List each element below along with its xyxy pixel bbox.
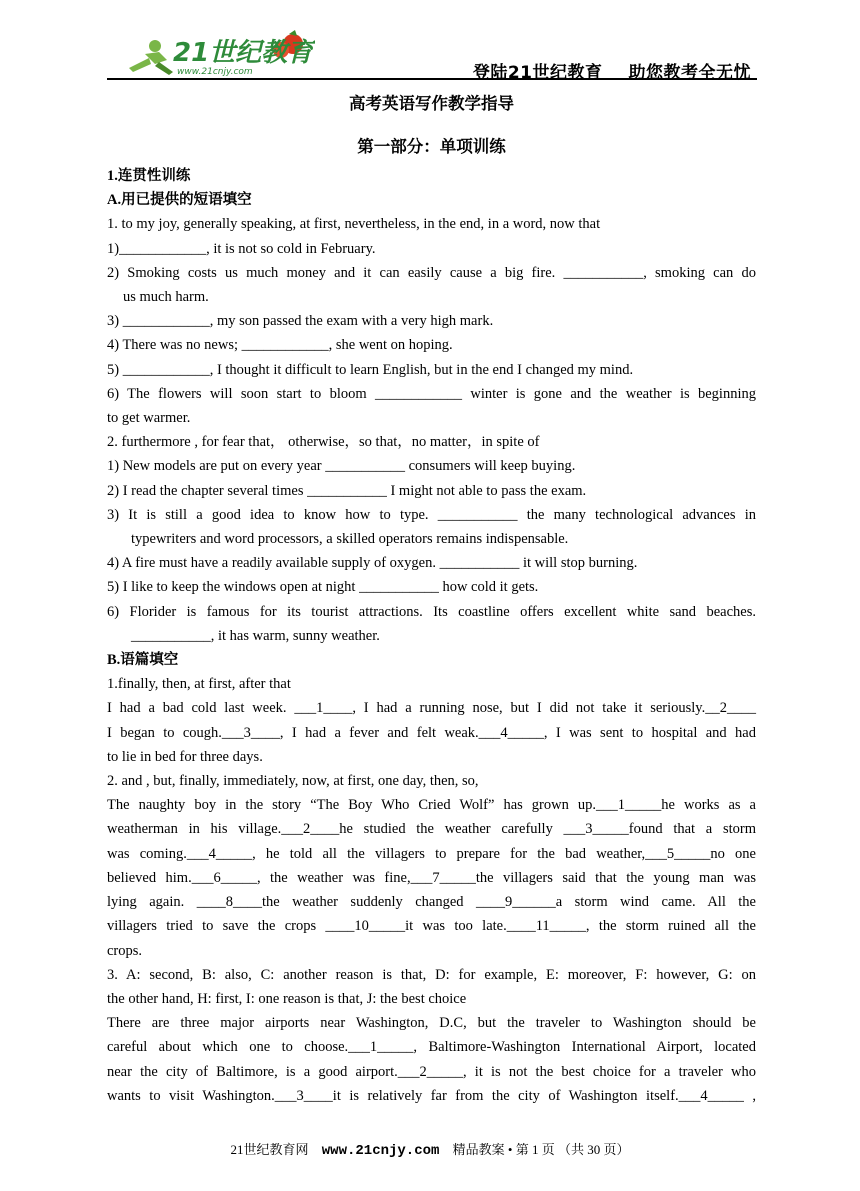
exercise-line: 3) ____________, my son passed the exam with a very high mark. — [107, 313, 494, 330]
document-body — [107, 92, 756, 1108]
passage-line: was coming.___4_____, he told all the villagers to prepare for the bad weather,___5_____no one — [107, 845, 756, 862]
document-title: 高考英语写作教学指导 — [349, 94, 514, 113]
passage-line: to lie in bed for three days. — [107, 748, 263, 765]
word-bank: 2. furthermore , for fear that， otherwise，so that，no matter，in spite of — [107, 434, 540, 451]
slogan-help: 助您教考全无忧 — [628, 63, 751, 83]
exercise-line: ___________, it has warm, sunny weather. — [131, 627, 380, 644]
passage-line: crops. — [107, 942, 143, 959]
logo-url: www.21cnjy.com — [177, 67, 253, 77]
exercise-line: 2) Smoking costs us much money and it can easily cause a big fire. ___________, smoking can do — [107, 264, 756, 281]
section-title: 第一部分：单项训练 — [357, 137, 506, 156]
exercise-line: 1) New models are put on every year ___________ consumers will keep buying. — [107, 458, 576, 475]
exercise-line: 1)____________, it is not so cold in February. — [107, 240, 376, 257]
section-heading: 1.连贯性训练 — [107, 168, 191, 184]
exercise-line: to get warmer. — [107, 410, 191, 427]
word-bank: the other hand, H: first, I: one reason is that, J: the best choice — [107, 990, 467, 1007]
passage-line: wants to visit Washington.___3____it is relatively far from the city of Washington itself.___4_____ , — [107, 1087, 756, 1104]
passage-line: lying again. ____8____the weather suddenly changed ____9______a storm wind came. All the — [107, 894, 756, 911]
exercise-line: 6) The flowers will soon start to bloom ____________ winter is gone and the weather is beginning — [107, 385, 756, 402]
word-bank: 3. A: second, B: also, C: another reason is that, D: for example, E: moreover, F: however, G: on — [107, 966, 756, 983]
passage-line: near the city of Baltimore, is a good airport.___2_____, it is not the best choice for a traveler who — [107, 1063, 756, 1080]
21cnjy-logo — [115, 28, 315, 80]
footer-site-name: 21世纪教育网 — [230, 1142, 309, 1157]
exercise-line: 6) Florider is famous for its tourist attractions. Its coastline offers excellent white sand beaches. — [107, 603, 756, 620]
word-bank: 2. and , but, finally, immediately, now, at first, one day, then, so, — [107, 773, 479, 790]
page-footer — [0, 1139, 860, 1159]
subsection-heading: B.语篇填空 — [107, 652, 179, 669]
exercise-line: 4) A fire must have a readily available supply of oxygen. ___________ it will stop burning. — [107, 555, 638, 572]
passage-line: I began to cough.___3____, I had a fever and felt weak.___4_____, I was sent to hospital and had — [107, 724, 756, 741]
passage-line: There are three major airports near Washington, D.C, but the traveler to Washington should be — [107, 1015, 756, 1032]
footer-page-info: 精品教案 • 第 1 页 （共 30 页） — [452, 1142, 630, 1157]
passage-line: The naughty boy in the story “The Boy Who Cried Wolf” has grown up.___1_____he works as a — [107, 797, 756, 814]
exercise-line: 5) ____________, I thought it difficult to learn English, but in the end I changed my mind. — [107, 361, 634, 378]
exercise-line: typewriters and word processors, a skilled operators remains indispensable. — [131, 531, 569, 548]
passage-line: I had a bad cold last week. ___1____, I had a running nose, but I did not take it seriously.__2____ — [107, 700, 756, 717]
passage-line: weatherman in his village.___2____he studied the weather carefully ___3_____found that a storm — [107, 821, 756, 838]
passage-line: believed him.___6_____, the weather was fine,___7_____the villagers said that the young man was — [107, 869, 756, 886]
page-header — [107, 28, 757, 82]
exercise-line: 2) I read the chapter several times ___________ I might not able to pass the exam. — [107, 482, 587, 499]
passage-line: villagers tried to save the crops ____10_____it was too late.____11_____, the storm ruined all the — [107, 918, 756, 935]
slogan-login: 登陆21世纪教育 — [472, 63, 603, 83]
subsection-heading: A.用已提供的短语填空 — [107, 192, 252, 209]
passage-line: careful about which one to choose.___1_____, Baltimore-Washington International Airport, located — [107, 1039, 756, 1056]
exercise-line: 5) I like to keep the windows open at night ___________ how cold it gets. — [107, 579, 539, 596]
exercise-line: 3) It is still a good idea to know how to type. ___________ the many technological advances in — [107, 506, 756, 523]
word-bank: 1. to my joy, generally speaking, at first, nevertheless, in the end, in a word, now that — [107, 216, 601, 233]
word-bank: 1.finally, then, at first, after that — [107, 676, 291, 693]
exercise-line: us much harm. — [123, 289, 209, 306]
header-divider — [107, 78, 757, 80]
footer-url: www.21cnjy.com — [321, 1143, 440, 1159]
logo-text: 21世纪教育 — [173, 38, 314, 68]
exercise-line: 4) There was no news; ____________, she went on hoping. — [107, 337, 453, 354]
